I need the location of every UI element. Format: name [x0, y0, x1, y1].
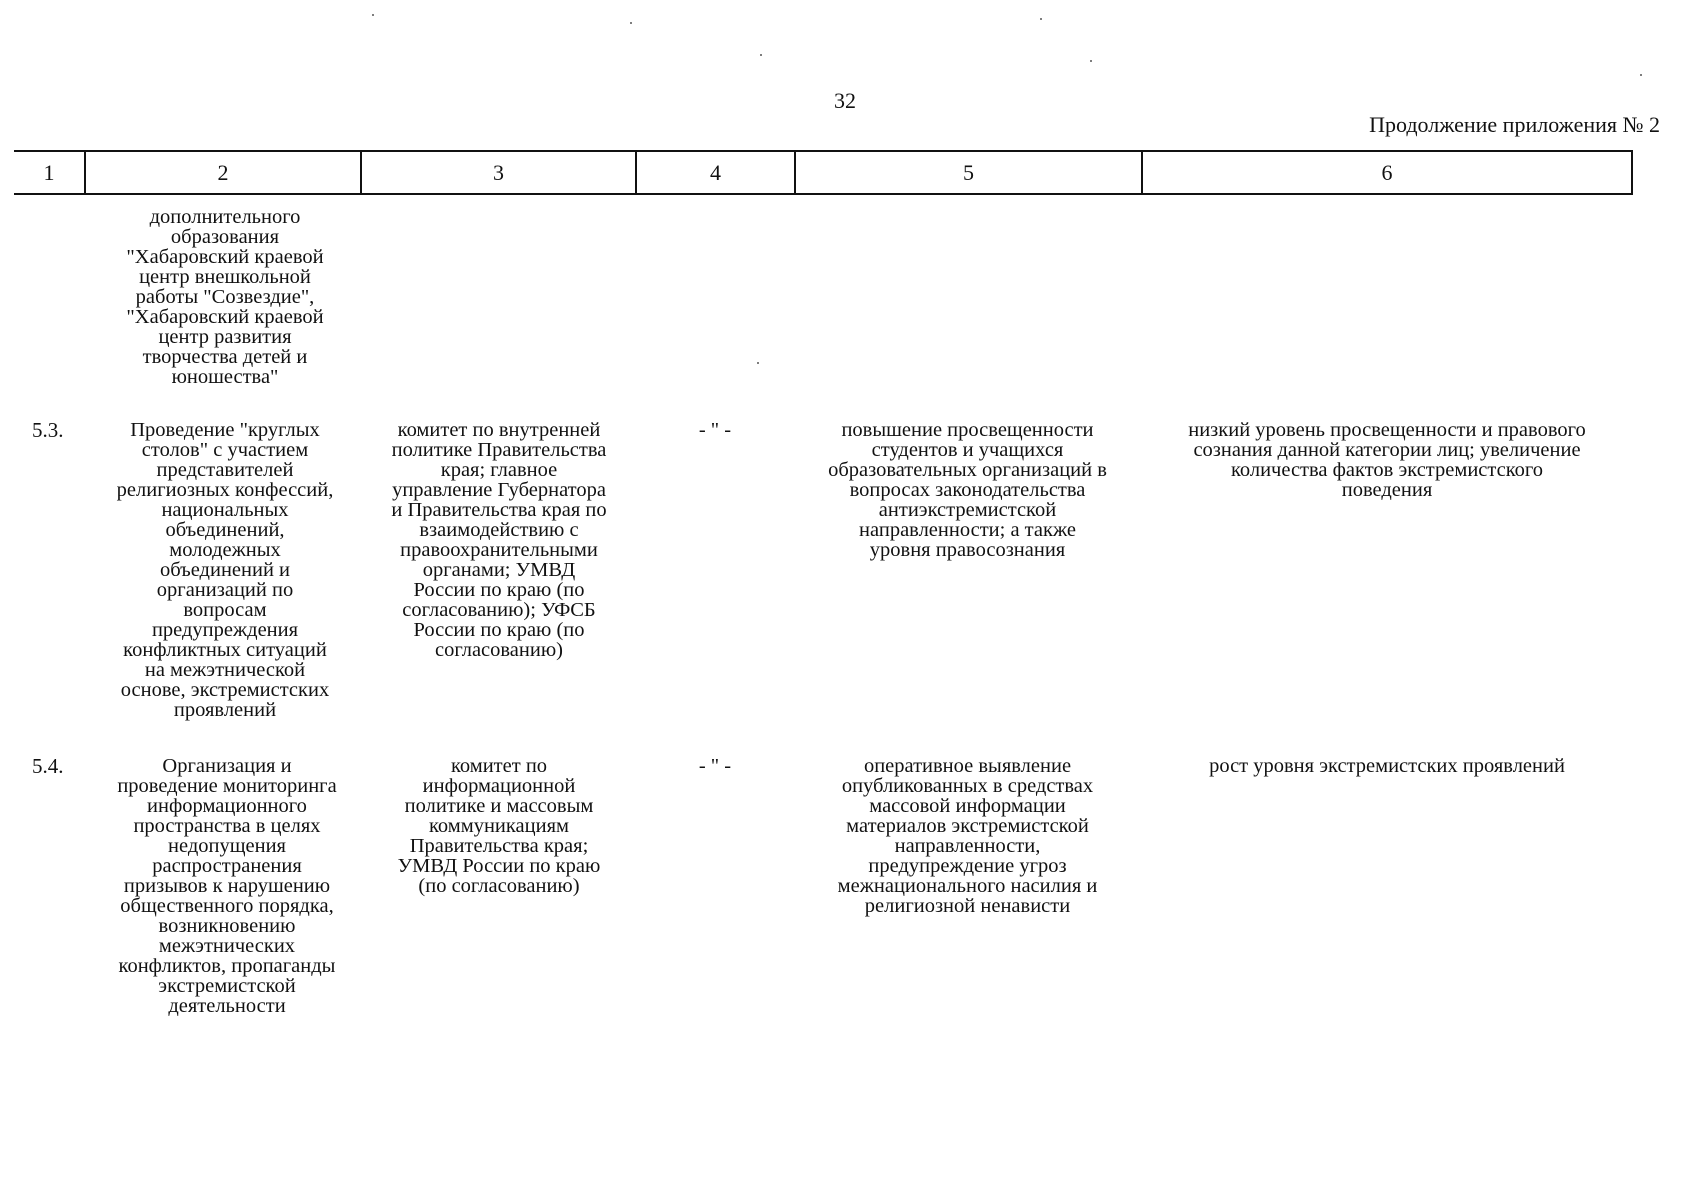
scan-speck: [1640, 74, 1642, 76]
column-header-5: 5: [794, 152, 1141, 193]
table-row-result: повышение просвещенности студентов и учащихся образовательных организаций в вопросах законодательства антиэкстремистской направленности; а также уровня правосознания: [828, 419, 1107, 561]
table-row-risk: низкий уровень просвещенности и правового сознания данной категории лиц; увеличение количества фактов экстремистского поведения: [1188, 419, 1586, 501]
table-row-event: Проведение "круглых столов" с участием представителей религиозных конфессий, национальных объединений, молодежных объединений и организаций по вопросам предупреждения конфликтных ситуаций на межэтнической основе, экстремистских проявлений: [116, 419, 334, 721]
table-row-term: - " -: [698, 419, 732, 441]
table-row-term: - " -: [698, 755, 732, 777]
table-row-executors: комитет по информационной политике и массовым коммуникациям Правительства края; УМВД России по краю (по согласованию): [397, 755, 601, 897]
column-header-4: 4: [635, 152, 794, 193]
table-row-number: 5.4.: [32, 754, 64, 778]
table-row-number: 5.3.: [32, 418, 64, 442]
continuation-label: Продолжение приложения № 2: [1369, 112, 1660, 137]
scan-speck: [630, 22, 632, 24]
scan-speck: [1090, 60, 1092, 62]
table-row-executors: комитет по внутренней политике Правительства края; главное управление Губернатора и Правительства края по взаимодействию с правоохранительными органами; УМВД России по краю (по согласованию); УФСБ России по краю (по согласованию): [391, 419, 607, 661]
scan-speck: [760, 54, 762, 56]
scan-speck: [757, 362, 759, 364]
scan-speck: [372, 14, 374, 16]
column-header-1: 1: [43, 159, 55, 185]
table-header: [14, 150, 1633, 195]
column-header-3: 3: [360, 152, 635, 193]
column-header-2: 2: [84, 152, 360, 193]
table-row-risk: рост уровня экстремистских проявлений: [1209, 755, 1565, 777]
table-row-result: оперативное выявление опубликованных в средствах массовой информации материалов экстремистской направленности, предупреждение угроз межнационального насилия и религиозной ненависти: [837, 755, 1098, 917]
page-number: 32: [834, 88, 856, 113]
scan-speck: [1040, 18, 1042, 20]
table-row-event: дополнительного образования "Хабаровский краевой центр внешкольной работы "Созвездие", "Хабаровский краевой центр развития творчества детей и юношества": [126, 206, 324, 388]
table-row-event: Организация и проведение мониторинга информационного пространства в целях недопущения распространения призывов к нарушению общественного порядка, возникновению межэтнических конфликтов, пропаганды экстремистской деятельности: [117, 755, 337, 1017]
column-header-6: 6: [1141, 152, 1631, 193]
